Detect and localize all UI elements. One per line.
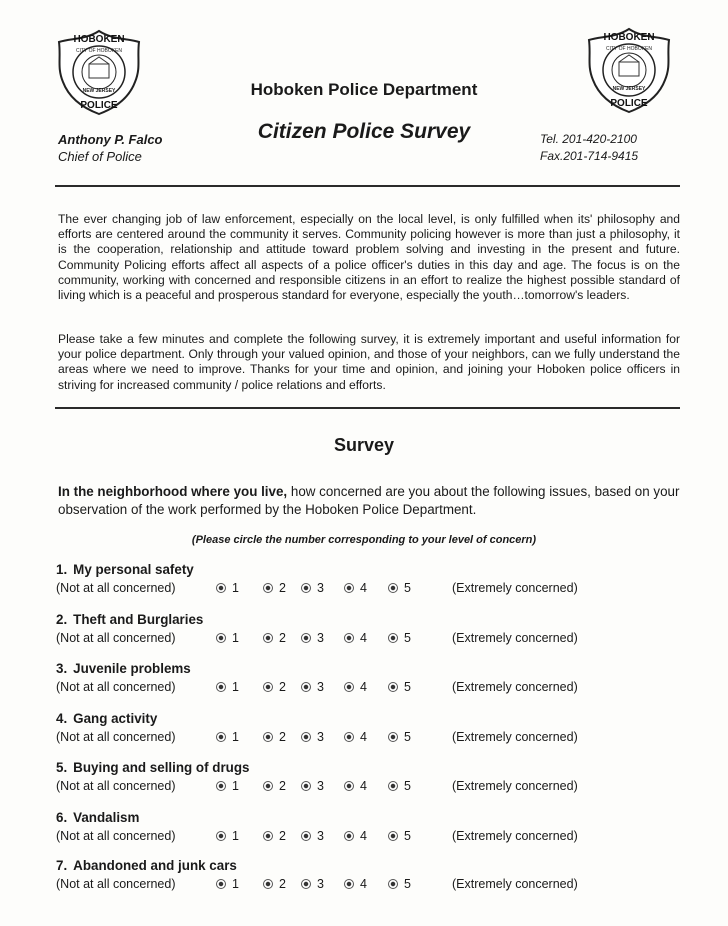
rating-option-2[interactable] [263,829,286,843]
question-title [56,760,250,775]
question-title [56,810,139,825]
scale-high-label: (Extremely concerned) [452,730,578,744]
scale-low-label: (Not at all concerned) [56,829,176,843]
question-number: 3. [56,661,68,676]
scale-high-label: (Extremely concerned) [452,581,578,595]
question-number: 6. [56,810,68,825]
radio-circle-icon [388,633,398,643]
radio-circle-icon [263,732,273,742]
badge-top-text: HOBOKEN [73,34,125,45]
question-text: Theft and Burglaries [73,612,204,627]
header-divider [55,185,680,187]
radio-circle-icon [216,583,226,593]
rating-option-4[interactable] [344,877,367,891]
badge-ring-text: CITY OF HOBOKEN [605,46,653,52]
chief-block [58,131,163,165]
scale-high-label: (Extremely concerned) [452,631,578,645]
rating-option-5[interactable] [388,779,411,793]
rating-option-2[interactable] [263,680,286,694]
rating-option-2[interactable] [263,631,286,645]
rating-option-label: 4 [360,581,367,595]
badge-bottom-text: POLICE [80,100,118,111]
rating-option-label: 5 [404,730,411,744]
scale-high-label: (Extremely concerned) [452,829,578,843]
question-title [56,711,157,726]
scale-low-label: (Not at all concerned) [56,877,176,891]
rating-option-4[interactable] [344,631,367,645]
survey-question [56,810,716,850]
rating-option-3[interactable] [301,680,324,694]
rating-option-label: 3 [317,730,324,744]
radio-circle-icon [344,879,354,889]
rating-option-1[interactable] [216,829,239,843]
rating-option-label: 3 [317,877,324,891]
scale-low-label: (Not at all concerned) [56,779,176,793]
chief-title: Chief of Police [58,149,142,164]
question-number: 7. [56,858,68,873]
radio-circle-icon [216,781,226,791]
survey-title: Citizen Police Survey [257,120,471,143]
rating-option-2[interactable] [263,581,286,595]
rating-option-label: 5 [404,631,411,645]
rating-option-5[interactable] [388,730,411,744]
rating-option-1[interactable] [216,581,239,595]
police-badge-left [55,28,143,116]
rating-option-label: 3 [317,829,324,843]
survey-instruction: (Please circle the number corresponding to your level of concern) [191,534,537,546]
radio-circle-icon [388,781,398,791]
badge-bottom-text: POLICE [610,98,648,109]
question-text: Vandalism [73,810,140,825]
rating-option-label: 2 [279,730,286,744]
rating-option-label: 4 [360,680,367,694]
survey-heading: Survey [333,435,395,455]
survey-question [56,760,716,800]
rating-option-label: 2 [279,779,286,793]
rating-option-label: 5 [404,829,411,843]
question-title [56,661,191,676]
rating-option-label: 1 [232,779,239,793]
rating-option-1[interactable] [216,680,239,694]
radio-circle-icon [344,682,354,692]
department-name: Hoboken Police Department [250,80,478,99]
request-paragraph: Please take a few minutes and complete the following survey, it is extremely important and useful information for your police department. Only through your valued opinion, and those of your neighbors, can we fully understand the areas where we need to improve. Thanks for your time and opinion, and joining your Hoboken police officers in striving for increased community / police relations and efforts. [58,332,680,392]
rating-option-label: 3 [317,779,324,793]
question-text: My personal safety [73,562,194,577]
rating-option-3[interactable] [301,581,324,595]
radio-circle-icon [301,583,311,593]
radio-circle-icon [344,781,354,791]
scale-high-label: (Extremely concerned) [452,680,578,694]
radio-circle-icon [344,732,354,742]
radio-circle-icon [216,831,226,841]
survey-question [56,661,716,701]
radio-circle-icon [216,633,226,643]
rating-option-label: 1 [232,829,239,843]
scale-high-label: (Extremely concerned) [452,779,578,793]
rating-option-label: 2 [279,680,286,694]
rating-option-label: 2 [279,631,286,645]
rating-option-4[interactable] [344,779,367,793]
rating-option-4[interactable] [344,581,367,595]
question-text: Abandoned and junk cars [73,858,237,873]
rating-option-label: 4 [360,877,367,891]
police-badge-right [585,26,673,114]
rating-option-5[interactable] [388,680,411,694]
rating-option-5[interactable] [388,631,411,645]
scale-low-label: (Not at all concerned) [56,581,176,595]
rating-option-label: 1 [232,877,239,891]
question-number: 4. [56,711,68,726]
rating-option-5[interactable] [388,877,411,891]
rating-option-4[interactable] [344,730,367,744]
radio-circle-icon [388,583,398,593]
rating-option-3[interactable] [301,877,324,891]
survey-question [56,612,716,652]
section-divider [55,407,680,409]
radio-circle-icon [344,583,354,593]
radio-circle-icon [344,633,354,643]
rating-option-label: 1 [232,680,239,694]
rating-option-label: 2 [279,581,286,595]
question-text: Juvenile problems [73,661,191,676]
fax: Fax.201-714-9415 [540,149,639,163]
rating-option-label: 4 [360,829,367,843]
rating-option-4[interactable] [344,829,367,843]
rating-option-label: 5 [404,581,411,595]
radio-circle-icon [388,732,398,742]
rating-option-3[interactable] [301,631,324,645]
rating-option-label: 1 [232,581,239,595]
scale-low-label: (Not at all concerned) [56,680,176,694]
rating-option-1[interactable] [216,877,239,891]
rating-option-3[interactable] [301,779,324,793]
radio-circle-icon [301,781,311,791]
survey-question [56,562,716,602]
rating-option-label: 1 [232,631,239,645]
scale-high-label: (Extremely concerned) [452,877,578,891]
survey-question [56,858,716,898]
question-text: Buying and selling of drugs [73,760,250,775]
rating-option-5[interactable] [388,581,411,595]
rating-option-1[interactable] [216,779,239,793]
rating-option-3[interactable] [301,730,324,744]
radio-circle-icon [301,682,311,692]
radio-circle-icon [301,633,311,643]
radio-circle-icon [216,732,226,742]
question-title [56,858,237,873]
chief-name: Anthony P. Falco [58,132,163,147]
question-text: Gang activity [73,711,158,726]
question-number: 2. [56,612,68,627]
radio-circle-icon [301,831,311,841]
radio-circle-icon [263,583,273,593]
rating-option-label: 5 [404,877,411,891]
rating-option-3[interactable] [301,829,324,843]
badge-ring-text: CITY OF HOBOKEN [75,48,123,54]
radio-circle-icon [301,879,311,889]
rating-option-2[interactable] [263,730,286,744]
radio-circle-icon [344,831,354,841]
rating-option-1[interactable] [216,730,239,744]
question-number: 5. [56,760,68,775]
rating-option-1[interactable] [216,631,239,645]
question-title [56,562,194,577]
badge-state-text: NEW JERSEY [612,86,646,92]
rating-option-label: 4 [360,779,367,793]
rating-option-4[interactable] [344,680,367,694]
survey-intro-rest: how concerned are you about the following issues, based on your observation of the work performed by the Hoboken Police Department. [58,484,680,517]
rating-option-label: 3 [317,581,324,595]
radio-circle-icon [388,682,398,692]
rating-option-label: 5 [404,779,411,793]
radio-circle-icon [263,831,273,841]
radio-circle-icon [263,633,273,643]
rating-option-label: 4 [360,631,367,645]
rating-option-label: 2 [279,829,286,843]
rating-option-label: 3 [317,631,324,645]
radio-circle-icon [301,732,311,742]
survey-intro [58,483,698,519]
rating-option-2[interactable] [263,779,286,793]
radio-circle-icon [263,781,273,791]
survey-question [56,711,716,751]
radio-circle-icon [388,831,398,841]
rating-option-label: 2 [279,877,286,891]
scale-low-label: (Not at all concerned) [56,631,176,645]
survey-intro-lead: In the neighborhood where you live, [58,484,288,499]
question-title [56,612,203,627]
radio-circle-icon [263,682,273,692]
radio-circle-icon [263,879,273,889]
radio-circle-icon [216,879,226,889]
philosophy-paragraph: The ever changing job of law enforcement, especially on the local level, is only fulfilled when its' philosophy and efforts are centered around the community it serves. Community policing however is more than just a philosophy, it is the cooperation, relationship and attitude toward problem solving and investing in the present and future. Community Policing efforts affect all aspects of a police officer's duties in this day and age. The focus is on the community, working with concerned and responsible citizens in an effort to realize the highest possible standard of living which is a peaceful and prosperous standard for everyone, especially the youth…tomorrow's leaders. [58,212,680,303]
rating-option-2[interactable] [263,877,286,891]
badge-top-text: HOBOKEN [603,32,655,43]
scale-low-label: (Not at all concerned) [56,730,176,744]
question-number: 1. [56,562,68,577]
radio-circle-icon [388,879,398,889]
telephone: Tel. 201-420-2100 [540,132,637,146]
rating-option-label: 3 [317,680,324,694]
badge-state-text: NEW JERSEY [82,88,116,94]
rating-option-label: 1 [232,730,239,744]
rating-option-label: 5 [404,680,411,694]
rating-option-5[interactable] [388,829,411,843]
radio-circle-icon [216,682,226,692]
rating-option-label: 4 [360,730,367,744]
contact-block [540,131,638,165]
